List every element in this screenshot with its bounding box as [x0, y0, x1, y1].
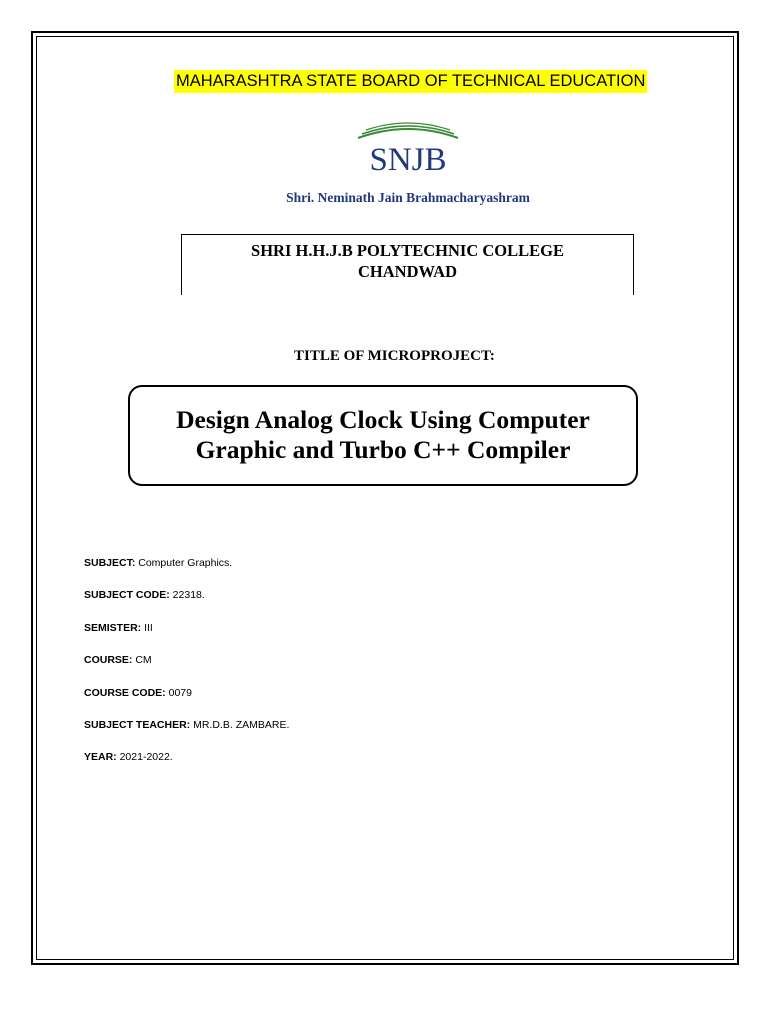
- detail-row-subject: [84, 556, 289, 588]
- detail-row-course-code: [84, 686, 289, 718]
- project-title-line1: Design Analog Clock Using Computer: [176, 405, 590, 434]
- college-name-box: [181, 234, 634, 295]
- project-title-box: [128, 385, 638, 486]
- logo-name: SNJB: [369, 142, 447, 178]
- detail-row-course: [84, 653, 289, 685]
- detail-label: SUBJECT:: [84, 557, 136, 569]
- title-label: TITLE OF MICROPROJECT:: [294, 348, 495, 364]
- detail-value: III: [141, 621, 153, 634]
- detail-value: MR.D.B. ZAMBARE.: [190, 718, 290, 731]
- detail-label: SUBJECT TEACHER:: [84, 718, 191, 731]
- detail-label: SEMISTER:: [84, 621, 142, 634]
- detail-row-semester: [84, 621, 289, 653]
- detail-label: YEAR:: [84, 751, 117, 764]
- detail-value: Computer Graphics.: [135, 557, 233, 569]
- logo-tagline: Shri. Neminath Jain Brahmacharyashram: [286, 190, 530, 205]
- detail-row-year: [84, 750, 289, 782]
- college-name-line2: CHANDWAD: [358, 262, 457, 281]
- detail-value: 0079: [165, 686, 192, 699]
- detail-value: CM: [132, 654, 152, 667]
- project-details: [84, 556, 289, 783]
- detail-row-subject-code: [84, 588, 289, 620]
- detail-label: COURSE:: [84, 654, 133, 667]
- detail-row-subject-teacher: [84, 718, 289, 750]
- detail-value: 2021-2022.: [116, 751, 173, 764]
- detail-label: COURSE CODE:: [84, 686, 166, 699]
- project-title-line2: Graphic and Turbo C++ Compiler: [195, 435, 571, 464]
- college-name-line1: SHRI H.H.J.B POLYTECHNIC COLLEGE: [251, 241, 564, 260]
- detail-label: SUBJECT CODE:: [84, 589, 170, 602]
- detail-value: 22318.: [169, 589, 205, 602]
- board-title: MAHARASHTRA STATE BOARD OF TECHNICAL EDUCATION: [174, 70, 647, 93]
